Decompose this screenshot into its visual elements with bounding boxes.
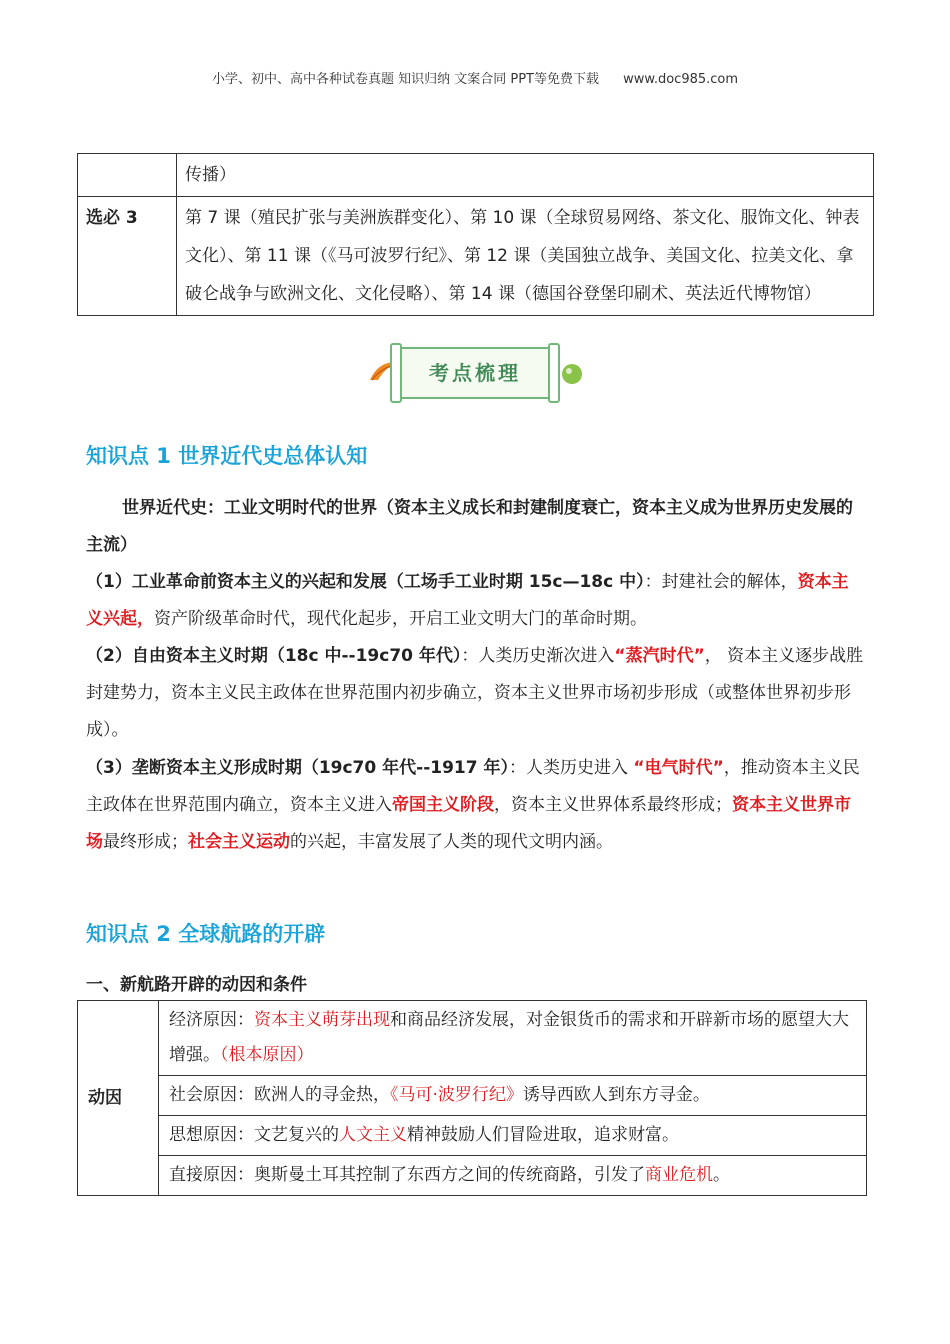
- highlight-text: “电气时代”: [633, 758, 724, 778]
- header-url[interactable]: www.doc985.com: [623, 72, 739, 87]
- highlight-text: 商业危机: [645, 1165, 713, 1185]
- highlight-text: 人文主义: [339, 1125, 407, 1145]
- cell-text: 思想原因：文艺复兴的: [169, 1125, 339, 1145]
- cell-text: 经济原因：: [169, 1010, 254, 1030]
- table-cell: [159, 1156, 867, 1196]
- kp1-point-3: [86, 750, 864, 861]
- kp2-title: 知识点 2 全球航路的开辟: [86, 922, 326, 946]
- cell-text: 直接原因：奥斯曼土耳其控制了东西方之间的传统商路，引发了: [169, 1165, 645, 1185]
- page-header: [0, 68, 950, 87]
- table-row: [78, 1156, 867, 1196]
- table-cell: [159, 1076, 867, 1116]
- cell-text: 。: [713, 1165, 730, 1185]
- point-text: 资产阶级革命时代，现代化起步，开启工业文明大门的革命时期。: [154, 609, 647, 629]
- table-cell: [78, 154, 177, 197]
- highlight-text: 社会主义运动: [188, 832, 290, 852]
- highlight-text: 资本主义世界市场: [86, 795, 851, 852]
- section-banner: [366, 340, 586, 402]
- table-row: [78, 1076, 867, 1116]
- point-heading: （3）垄断资本主义形成时期（19c70 年代--1917 年）: [86, 758, 509, 778]
- table-row: [78, 1116, 867, 1156]
- highlight-text: “蒸汽时代”: [614, 646, 705, 666]
- cell-text: 社会原因：欧洲人的寻金热，: [169, 1085, 390, 1105]
- point-text: ，推动资本主义民主政体在世界范围内确立，资本主义进入: [86, 758, 860, 815]
- kp1-intro: 世界近代史：工业文明时代的世界（资本主义成长和封建制度衰亡，资本主义成为世界历史发展的主流）: [86, 498, 853, 555]
- highlight-text: 《马可·波罗行纪》: [390, 1085, 523, 1105]
- point-text: ，资本主义世界体系最终形成；: [494, 795, 732, 815]
- highlight-text: （根本原因）: [220, 1045, 314, 1065]
- point-heading: （1）工业革命前资本主义的兴起和发展（工场手工业时期 15c—18c 中）: [86, 572, 645, 592]
- kp2-subtitle: 一、新航路开辟的动因和条件: [86, 975, 307, 995]
- point-text: ：人类历史进入: [508, 758, 634, 778]
- table-cell: [159, 1116, 867, 1156]
- header-text: 小学、初中、高中各种试卷真题 知识归纳 文案合同 PPT等免费下载: [211, 72, 599, 87]
- table-row: [78, 154, 874, 197]
- point-heading: （2）自由资本主义时期（18c 中--19c70 年代）: [86, 646, 462, 666]
- banner-title: 考点梳理: [398, 347, 552, 399]
- cell-text: 和商品经济发展，对金银货币的需求和开辟新市场的愿望大大增强。: [169, 1010, 849, 1065]
- table-row: [78, 1001, 867, 1076]
- point-text: ：封建社会的解体，: [644, 572, 798, 592]
- point-text: ：人类历史渐次进入: [461, 646, 615, 666]
- point-text: ， 资本主义逐步战胜封建势力，资本主义民主政体在世界范围内初步确立，资本主义世界市场初步形成（或整体世界初步形成）。: [86, 646, 864, 740]
- highlight-text: 资本主义萌芽出现: [254, 1010, 390, 1030]
- highlight-text: 帝国主义阶段: [392, 795, 494, 815]
- highlight-text: 资本主义兴起，: [86, 572, 849, 629]
- table-cell: 传播）: [177, 154, 874, 197]
- causes-table: [77, 1000, 867, 1196]
- row-label: 动因: [78, 1001, 159, 1196]
- table-cell: [159, 1001, 867, 1076]
- kp1-point-1: [86, 564, 864, 638]
- curriculum-table: [77, 153, 874, 316]
- point-text: 最终形成；: [103, 832, 188, 852]
- cell-text: 诱导西欧人到东方寻金。: [522, 1085, 710, 1105]
- table-row: [78, 197, 874, 316]
- cell-text: 精神鼓励人们冒险进取，追求财富。: [407, 1125, 679, 1145]
- kp1-title: 知识点 1 世界近代史总体认知: [86, 444, 368, 468]
- point-text: 的兴起，丰富发展了人类的现代文明内涵。: [290, 832, 613, 852]
- kp1-point-2: [86, 638, 864, 749]
- row-label: 选必 3: [78, 197, 177, 316]
- globe-icon: [560, 362, 584, 386]
- row-content: 第 7 课（殖民扩张与美洲族群变化）、第 10 课（全球贸易网络、茶文化、服饰文化、钟表文化）、第 11 课（《马可波罗行纪》、第 12 课（美国独立战争、美国文化、拉美文化、拿破仑战争与欧洲文化、文化侵略）、第 14 课（德国谷登堡印刷术、英法近代博物馆）: [177, 197, 874, 316]
